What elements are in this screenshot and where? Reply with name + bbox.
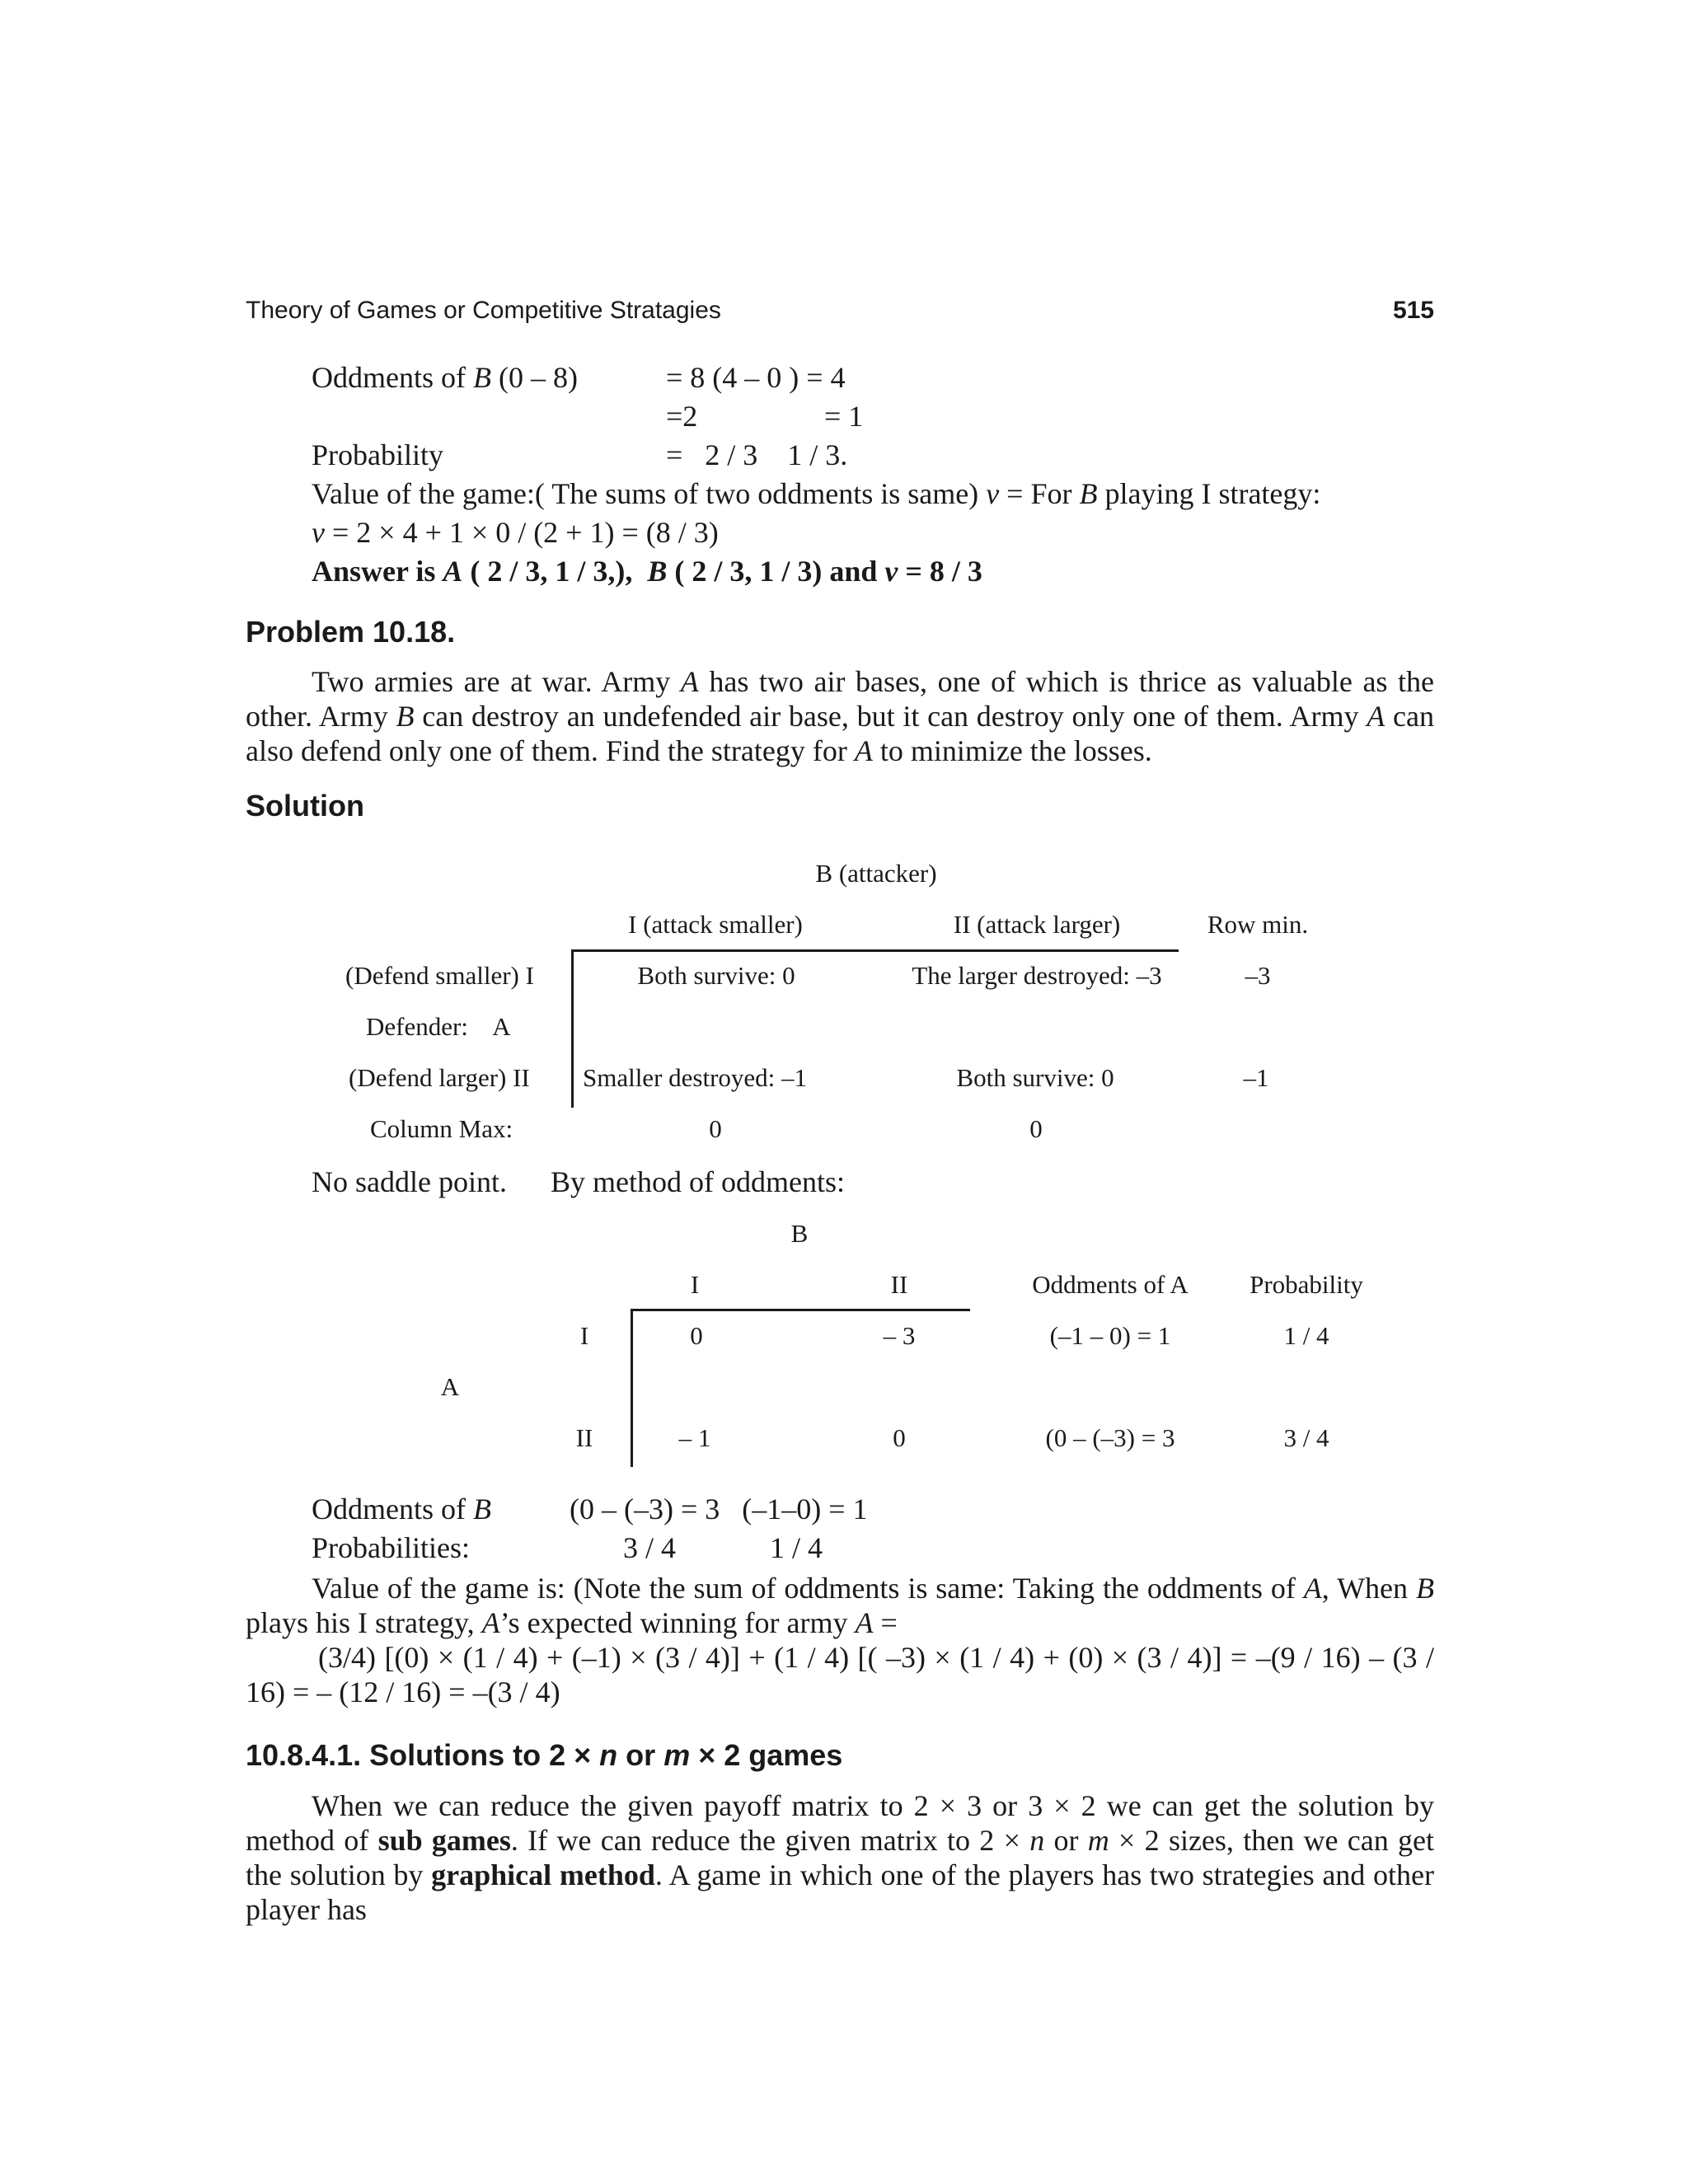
table2-r2c1: – 1 — [678, 1423, 711, 1452]
table2-r1c2: – 3 — [883, 1321, 916, 1350]
answer-line — [312, 554, 982, 588]
defender-text: Defender: — [366, 1012, 468, 1041]
problem-text-5: to minimize the losses. — [872, 734, 1152, 767]
problem-army-a-1: A — [680, 665, 699, 698]
problem-text-2: has two air bases, one of which is thrice as valuable as the other. Army — [246, 665, 1434, 733]
section-m: m — [1087, 1824, 1109, 1857]
cell-both-survive-1: Both survive: 0 — [637, 961, 795, 990]
value-line-c: playing I strategy: — [1104, 477, 1321, 510]
oddb-var: B — [472, 1493, 491, 1526]
table2-r2-probability: 3 / 4 — [1283, 1423, 1329, 1452]
page-number: 515 — [1392, 297, 1434, 324]
oddments-b-label: Oddments of — [312, 361, 466, 394]
table1-top-rule — [571, 949, 1179, 952]
section-heading-n: n — [599, 1738, 618, 1772]
oddments-b-var: B — [472, 361, 491, 394]
answer-A: A — [443, 555, 463, 588]
problem-text-1: Two armies are at war. Army — [312, 665, 681, 698]
table1-left-rule — [571, 949, 574, 1108]
problem-heading: Problem 10.18. — [246, 615, 456, 649]
problem-army-a-2: A — [1367, 700, 1386, 733]
answer-c: ( 2 / 3, 1 / 3) and — [674, 555, 878, 588]
column-max-label: Column Max: — [370, 1114, 513, 1143]
table2-r2-oddment: (0 – (–3) = 3 — [1045, 1423, 1175, 1452]
oddments-of-b-values: (0 – (–3) = 3 (–1–0) = 1 — [570, 1493, 868, 1526]
section-text-2: . If we can reduce the given matrix to 2 × — [510, 1824, 1030, 1857]
probability-label: Probability — [312, 438, 443, 471]
graphical-method-term: graphical method — [431, 1858, 655, 1891]
value-army-b: B — [1416, 1572, 1434, 1605]
value-text-3: plays his I strategy, — [246, 1606, 482, 1639]
oddb-label-text: Oddments of — [312, 1493, 466, 1526]
problem-army-b: B — [396, 700, 415, 733]
column-max-1: 0 — [709, 1114, 722, 1143]
table2-oddments-a-header: Oddments of A — [1032, 1270, 1189, 1299]
cell-larger-destroyed: The larger destroyed: –3 — [912, 961, 1162, 990]
probabilities-2: 1 / 4 — [770, 1531, 823, 1564]
row-defend-larger: (Defend larger) II — [349, 1063, 530, 1092]
oddments-b-row — [312, 360, 578, 395]
problem-text-3: can destroy an undefended air base, but it can destroy only one of them. Army — [414, 700, 1367, 733]
section-text-1: When we can reduce the given payoff matrix to 2 × 3 or 3 × 2 we can get the solution by method of — [246, 1789, 1434, 1857]
defender-a: A — [492, 1012, 511, 1041]
table2-r1-oddment: (–1 – 0) = 1 — [1049, 1321, 1171, 1350]
value-line-b: = For — [1006, 477, 1072, 510]
section-heading-a: 10.8.4.1. Solutions to 2 × — [246, 1738, 592, 1772]
row-min-header: Row min. — [1207, 910, 1309, 939]
table2-row-ii: II — [575, 1423, 593, 1452]
table2-r1-probability: 1 / 4 — [1283, 1321, 1329, 1350]
eq-two: =2 — [666, 400, 698, 433]
value-line-v: v — [986, 477, 1000, 510]
answer-B: B — [647, 555, 668, 588]
col-attack-larger: II (attack larger) — [953, 910, 1121, 939]
cell-both-survive-2: Both survive: 0 — [956, 1063, 1114, 1092]
v-formula-text: = 2 × 4 + 1 × 0 / (2 + 1) = (8 / 3) — [331, 516, 719, 549]
table2-left-rule — [631, 1309, 633, 1467]
value-text-5: = — [873, 1606, 898, 1639]
eq-one: = 1 — [824, 400, 864, 433]
section-heading-m: m — [663, 1738, 691, 1772]
running-title: Theory of Games or Competitive Stratagies — [246, 297, 721, 324]
by-method-oddments: By method of oddments: — [551, 1165, 845, 1198]
table2-col-i: I — [690, 1270, 700, 1299]
value-army-a-2: A — [481, 1606, 500, 1639]
probabilities-1: 3 / 4 — [623, 1531, 677, 1564]
attacker-label: B (attacker) — [815, 859, 937, 888]
table2-r1c1: 0 — [690, 1321, 703, 1350]
column-max-2: 0 — [1029, 1114, 1043, 1143]
probabilities-label: Probabilities: — [312, 1531, 470, 1564]
solution-heading: Solution — [246, 789, 364, 823]
section-n: n — [1029, 1824, 1045, 1857]
v-formula — [312, 515, 719, 550]
value-of-game-paragraph — [246, 1571, 1434, 1640]
table2-probability-header: Probability — [1250, 1270, 1363, 1299]
problem-text-4: can also defend only one of them. Find the strategy for — [246, 700, 1434, 767]
row-defend-smaller: (Defend smaller) I — [345, 961, 534, 990]
section-text-4: × 2 sizes, then we can get the solution by — [246, 1824, 1434, 1891]
value-formula: (3/4) [(0) × (1 / 4) + (–1) × (3 / 4)] + (1 / 4) [( –3) × (1 / 4) + (0) × (3 / 4)] = –(9 / 16) – (3 / 16) = – (12 / 16) = –(3 / 4) — [246, 1641, 1434, 1708]
value-army-a-3: A — [855, 1606, 874, 1639]
problem-army-a-3: A — [854, 734, 873, 767]
sub-games-term: sub games — [377, 1824, 511, 1857]
row2-min: –1 — [1243, 1063, 1269, 1092]
table2-col-ii: II — [890, 1270, 908, 1299]
answer-a: Answer is — [312, 555, 436, 588]
v-formula-v: v — [312, 516, 325, 549]
row1-min: –3 — [1245, 961, 1271, 990]
value-of-game-line — [312, 476, 1320, 511]
section-heading-or: or — [626, 1738, 656, 1772]
section-heading — [246, 1738, 842, 1773]
value-text-1: Value of the game is: (Note the sum of oddments is same: Taking the oddments of — [312, 1572, 1304, 1605]
answer-d: = 8 / 3 — [905, 555, 982, 588]
value-army-a-1: A — [1303, 1572, 1322, 1605]
value-text-4: ’s expected winning for army — [499, 1606, 856, 1639]
table2-b-label: B — [790, 1219, 809, 1248]
probability-value: = 2 / 3 1 / 3. — [666, 438, 848, 471]
oddments-b-value: = 8 (4 – 0 ) = 4 — [666, 361, 846, 394]
problem-paragraph — [246, 664, 1434, 768]
defender-label — [366, 1012, 511, 1042]
section-heading-b: × 2 games — [698, 1738, 843, 1772]
section-paragraph — [246, 1788, 1434, 1927]
col-attack-smaller: I (attack smaller) — [628, 910, 803, 939]
oddments-b-paren: (0 – 8) — [498, 361, 578, 394]
table2-a-label: A — [440, 1372, 460, 1401]
no-saddle-point: No saddle point. — [312, 1165, 507, 1198]
answer-v: v — [884, 555, 898, 588]
section-text-5: . A game in which one of the players has two strategies and other player has — [246, 1858, 1434, 1926]
value-line-B: B — [1079, 477, 1098, 510]
table2-r2c2: 0 — [893, 1423, 906, 1452]
value-text-2: , When — [1321, 1572, 1416, 1605]
oddments-of-b-label — [312, 1492, 491, 1526]
value-line-a: Value of the game:( The sums of two oddments is same) — [312, 477, 979, 510]
table2-top-rule — [631, 1309, 970, 1311]
section-text-3: or — [1044, 1824, 1088, 1857]
cell-smaller-destroyed: Smaller destroyed: –1 — [582, 1063, 808, 1092]
table2-row-i: I — [579, 1321, 589, 1350]
answer-b: ( 2 / 3, 1 / 3,), — [470, 555, 633, 588]
